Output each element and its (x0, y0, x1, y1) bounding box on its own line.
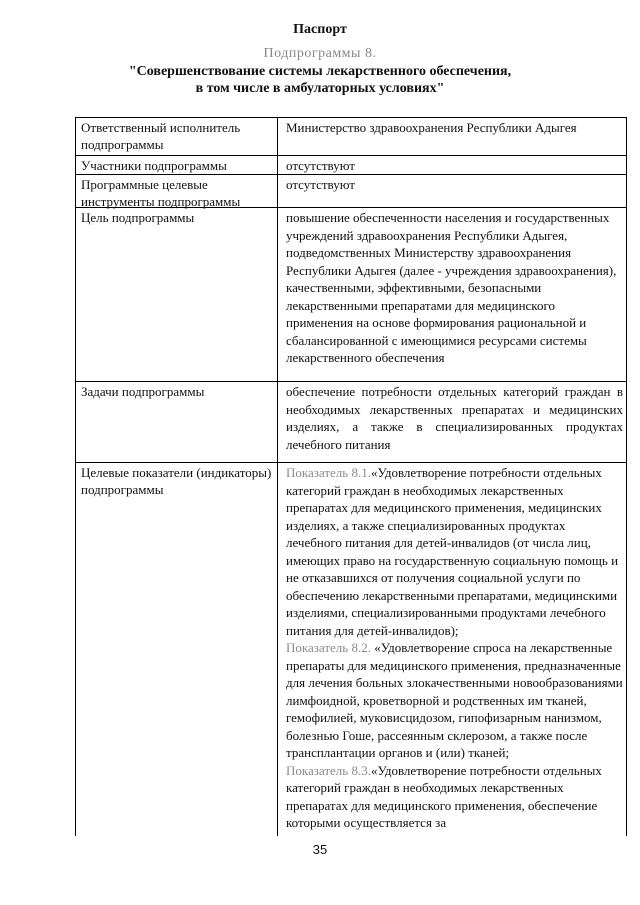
indicator-text: «Удовлетворение спроса на лекарственные препараты для медицинского применения, предназначенные для лечения больных злокачественными новообразованиями лимфоидной, кроветворной и родственных им тканей, гемофилией, муковисцидозом, гипофизарным нанизмом, болезнью Гоше, рассеянным склерозом, а также после трансплантации органов и (или) тканей; (286, 640, 623, 760)
row-value: Министерство здравоохранения Республики Адыгея (286, 120, 577, 135)
document-title: Паспорт (293, 22, 347, 37)
indicator-label: Показатель 8.2. (286, 640, 371, 655)
table-row-tasks (76, 382, 626, 463)
row-value: отсутствуют (286, 158, 355, 173)
passport-table (75, 117, 627, 836)
table-row-participants (76, 156, 626, 175)
subprogram-name-line-1: "Совершенствование системы лекарственного обеспечения, (128, 64, 512, 79)
row-value (278, 463, 626, 836)
row-value: отсутствуют (286, 177, 355, 192)
row-value: повышение обеспеченности населения и государственных учреждений здравоохранения Республики Адыгея, подведомственных Министерству здравоохранения Республики Адыгея (далее - учреждения здравоохранения), качественными, эффективными, безопасными лекарственными препаратами для медицинского применения на основе формирования рациональной и сбалансированной с имеющимися ресурсами системы лекарственного обеспечения (286, 210, 617, 365)
table-row-instruments (76, 175, 626, 208)
row-label: Цель подпрограммы (76, 208, 278, 381)
table-row-responsible (76, 118, 626, 156)
indicator-label: Показатель 8.3. (286, 762, 371, 778)
indicator-item (286, 464, 623, 639)
page-number: 35 (312, 842, 328, 857)
indicator-text: «Удовлетворение потребности отдельных категорий граждан в необходимых лекарственных препаратах для медицинского применения, медицинских изделиях, а также специализированных продуктах лечебного питания для детей-инвалидов (от числа лиц, имеющих право на государственную социальную помощь и не отказавшихся от получения социальной услуги по обеспечению лекарственными препаратами, медицинскими изделиями, специализированными продуктами лечебного питания для детей-инвалидов); (286, 465, 619, 638)
row-value: обеспечение потребности отдельных категорий граждан в необходимых лекарственных препаратах и медицинских изделиях, а также в специализированных продуктах лечебного питания (286, 384, 623, 452)
indicator-item (286, 639, 623, 762)
row-label: Задачи подпрограммы (76, 382, 278, 462)
table-row-goal (76, 208, 626, 382)
row-label: Целевые показатели (индикаторы) подпрограммы (76, 463, 278, 836)
indicator-item (286, 762, 623, 832)
subprogram-name (0, 63, 640, 97)
row-label: Программные целевые инструменты подпрограммы (76, 175, 278, 207)
indicator-text: «Удовлетворение потребности отдельных категорий граждан в необходимых лекарственных препаратах для медицинского применения, обеспечение которыми осуществляется за (286, 762, 602, 830)
row-label: Участники подпрограммы (76, 156, 278, 174)
table-row-indicators (76, 463, 626, 836)
subprogram-name-line-2: в том числе в амбулаторных условиях" (195, 81, 445, 96)
row-label: Ответственный исполнитель подпрограммы (76, 118, 278, 155)
indicator-label: Показатель 8.1. (286, 465, 371, 480)
subprogram-number: Подпрограммы 8. (263, 46, 377, 61)
